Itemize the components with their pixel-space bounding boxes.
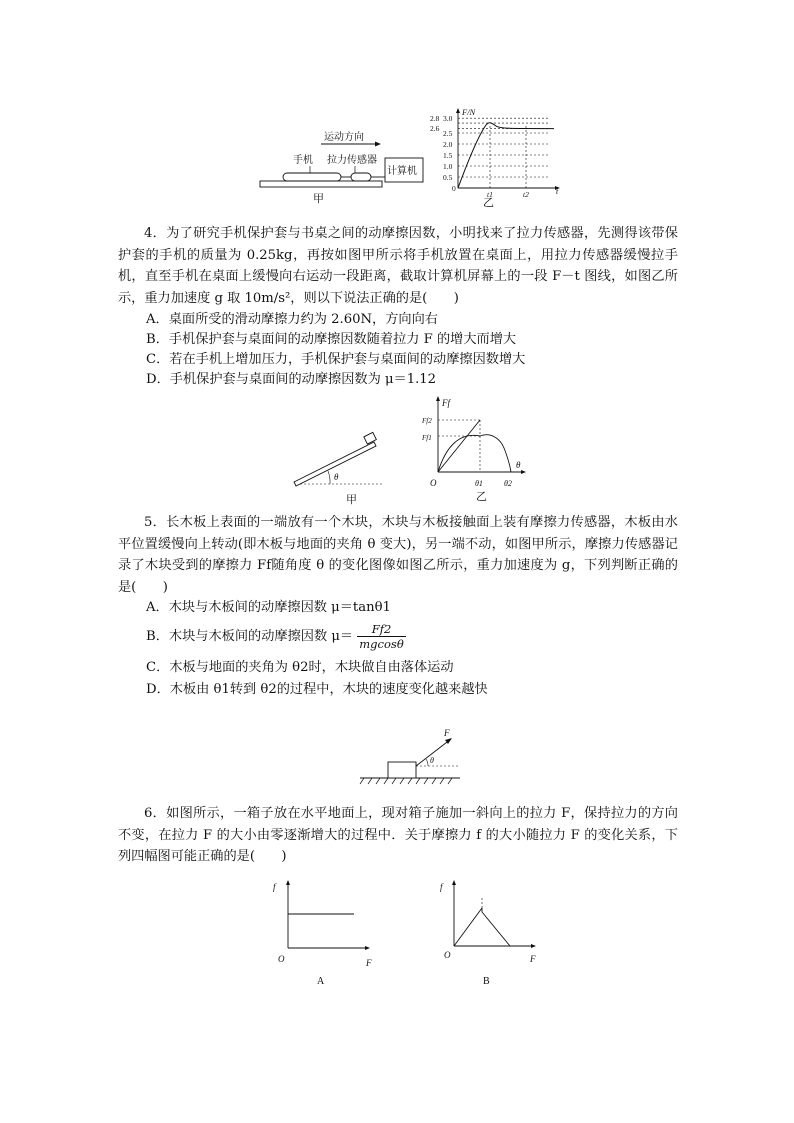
x-axis-label: F	[366, 958, 372, 968]
y-tick-label: 3.0	[443, 114, 453, 123]
y-tick-label: 2.8	[430, 114, 440, 123]
phone-shape	[283, 173, 341, 181]
figure-mid-yi-caption: 乙	[476, 491, 487, 503]
y-tick-label: 2.0	[443, 140, 453, 149]
y-tick-labels	[430, 114, 456, 193]
theta2-label: θ2	[504, 479, 512, 488]
figure-mid-jia	[292, 430, 394, 508]
x-axis-label: θ	[516, 460, 521, 470]
figure-mid-jia-caption: 甲	[346, 494, 357, 506]
figure-top-yi	[428, 106, 563, 208]
y-axis-label: Ff	[442, 398, 450, 408]
y-tick-label: 0.5	[443, 173, 453, 182]
y-tick-label: 2.6	[430, 124, 440, 133]
sensor-shape	[351, 173, 371, 181]
fraction-denominator: mgcosθ	[359, 637, 404, 651]
motion-direction-label: 运动方向	[324, 132, 364, 143]
y-tick-label: 2.5	[443, 129, 453, 138]
q5-option-b	[146, 622, 406, 651]
q4-option-a: A．桌面所受的滑动摩擦力约为 2.60N，方向向右	[146, 312, 438, 327]
phone-label: 手机	[293, 155, 313, 166]
q4-option-c: C．若在手机上增加压力，手机保护套与桌面间的动摩擦因数增大	[146, 352, 526, 367]
static-friction-line	[454, 908, 482, 946]
force-curve	[458, 123, 554, 188]
q5-option-b-fraction	[357, 622, 405, 651]
computer-label: 计算机	[387, 166, 417, 177]
desk	[260, 181, 382, 187]
x-axis-label: F	[530, 954, 536, 964]
ff2-label: Ff2	[422, 417, 432, 425]
q5-option-c: C．木板与地面的夹角为 θ2时，木块做自由落体运动	[146, 660, 454, 675]
theta1-label: θ1	[475, 479, 483, 488]
q5-stem: 5．长木板上表面的一端放有一个木块，木块与木板接触面上装有摩擦力传感器，木板由水平位置缓慢向上转动(即木板与地面的夹角 θ 变大)，另一端不动，如图甲所示，摩擦力传感器记录了木块受到的摩擦力 Ff随角度 θ 的变化图像如图乙所示，重力加速度为 g，下列判断正确的是( )	[118, 515, 678, 595]
graph-a-caption: A	[317, 976, 325, 987]
ff1-label: Ff1	[422, 434, 432, 442]
graph-b	[436, 876, 546, 990]
q4-stem: 4．为了研究手机保护套与书桌之间的动摩擦因数，小明找来了拉力传感器，先测得该带保护套的手机的质量为 0.25kg，再按如图甲所示将手机放置在桌面上，用拉力传感器缓慢拉手机，直至手机在桌面上缓慢向右运动一段距离，截取计算机屏幕上的一段 F－t 图线，如图乙所示，重力加速度 g 取 10m/s²，则以下说法正确的是( )	[118, 226, 678, 306]
ground-hatching	[360, 778, 452, 784]
curve-left	[438, 435, 480, 472]
q4-option-b: B．手机保护套与桌面间的动摩擦因数随着拉力 F 的增大而增大	[146, 332, 517, 347]
figure-top-jia	[255, 126, 430, 206]
angle-label: θ	[430, 756, 434, 765]
q6-stem: 6．如图所示，一箱子放在水平地面上，现对箱子施加一斜向上的拉力 F，保持拉力的方向不变，在拉力 F 的大小由零逐渐增大的过程中．关于摩擦力 f 的大小随拉力 F 的变化关系，下列四幅图可能正确的是( )	[118, 806, 678, 864]
t1-label: t1	[487, 190, 493, 199]
figure-top-jia-caption: 甲	[313, 193, 324, 205]
origin-label: 0	[452, 184, 456, 193]
origin-label: O	[444, 950, 451, 960]
t2-label: t2	[523, 190, 529, 199]
fraction-numerator: Ff2	[357, 622, 405, 637]
y-tick-label: 1.5	[443, 151, 453, 160]
kinetic-friction-line	[482, 912, 510, 946]
y-axis-label: f	[273, 882, 276, 892]
x-axis-label: t	[556, 187, 559, 196]
q5-option-b-text: B．木块与木板间的动摩擦因数 μ＝	[146, 629, 354, 644]
q5-option-a: A．木块与木板间的动摩擦因数 μ＝tanθ1	[146, 600, 391, 615]
graph-b-caption: B	[483, 976, 490, 987]
angle-label: θ	[334, 472, 339, 482]
figure-mid-yi	[420, 394, 530, 502]
box	[388, 762, 416, 778]
figure-box-force	[356, 728, 466, 788]
origin-label: O	[278, 954, 285, 964]
motion-arrow-head	[375, 142, 381, 147]
y-axis-label: f	[440, 882, 443, 892]
static-friction-line	[438, 420, 480, 472]
q4-option-d: D．手机保护套与桌面间的动摩擦因数为 μ＝1.12	[146, 372, 437, 387]
kinetic-friction-curve	[480, 435, 511, 472]
figure-top-yi-caption: 乙	[483, 197, 494, 209]
graph-a	[268, 876, 378, 990]
sensor-label: 拉力传感器	[327, 155, 377, 166]
origin-label: O	[430, 478, 437, 488]
y-tick-label: 1.0	[443, 162, 453, 171]
y-axis-label: F/N	[462, 107, 476, 117]
force-label: F	[444, 728, 450, 738]
q5-option-d: D．木板由 θ1转到 θ2的过程中，木块的速度变化越来越快	[146, 682, 488, 697]
